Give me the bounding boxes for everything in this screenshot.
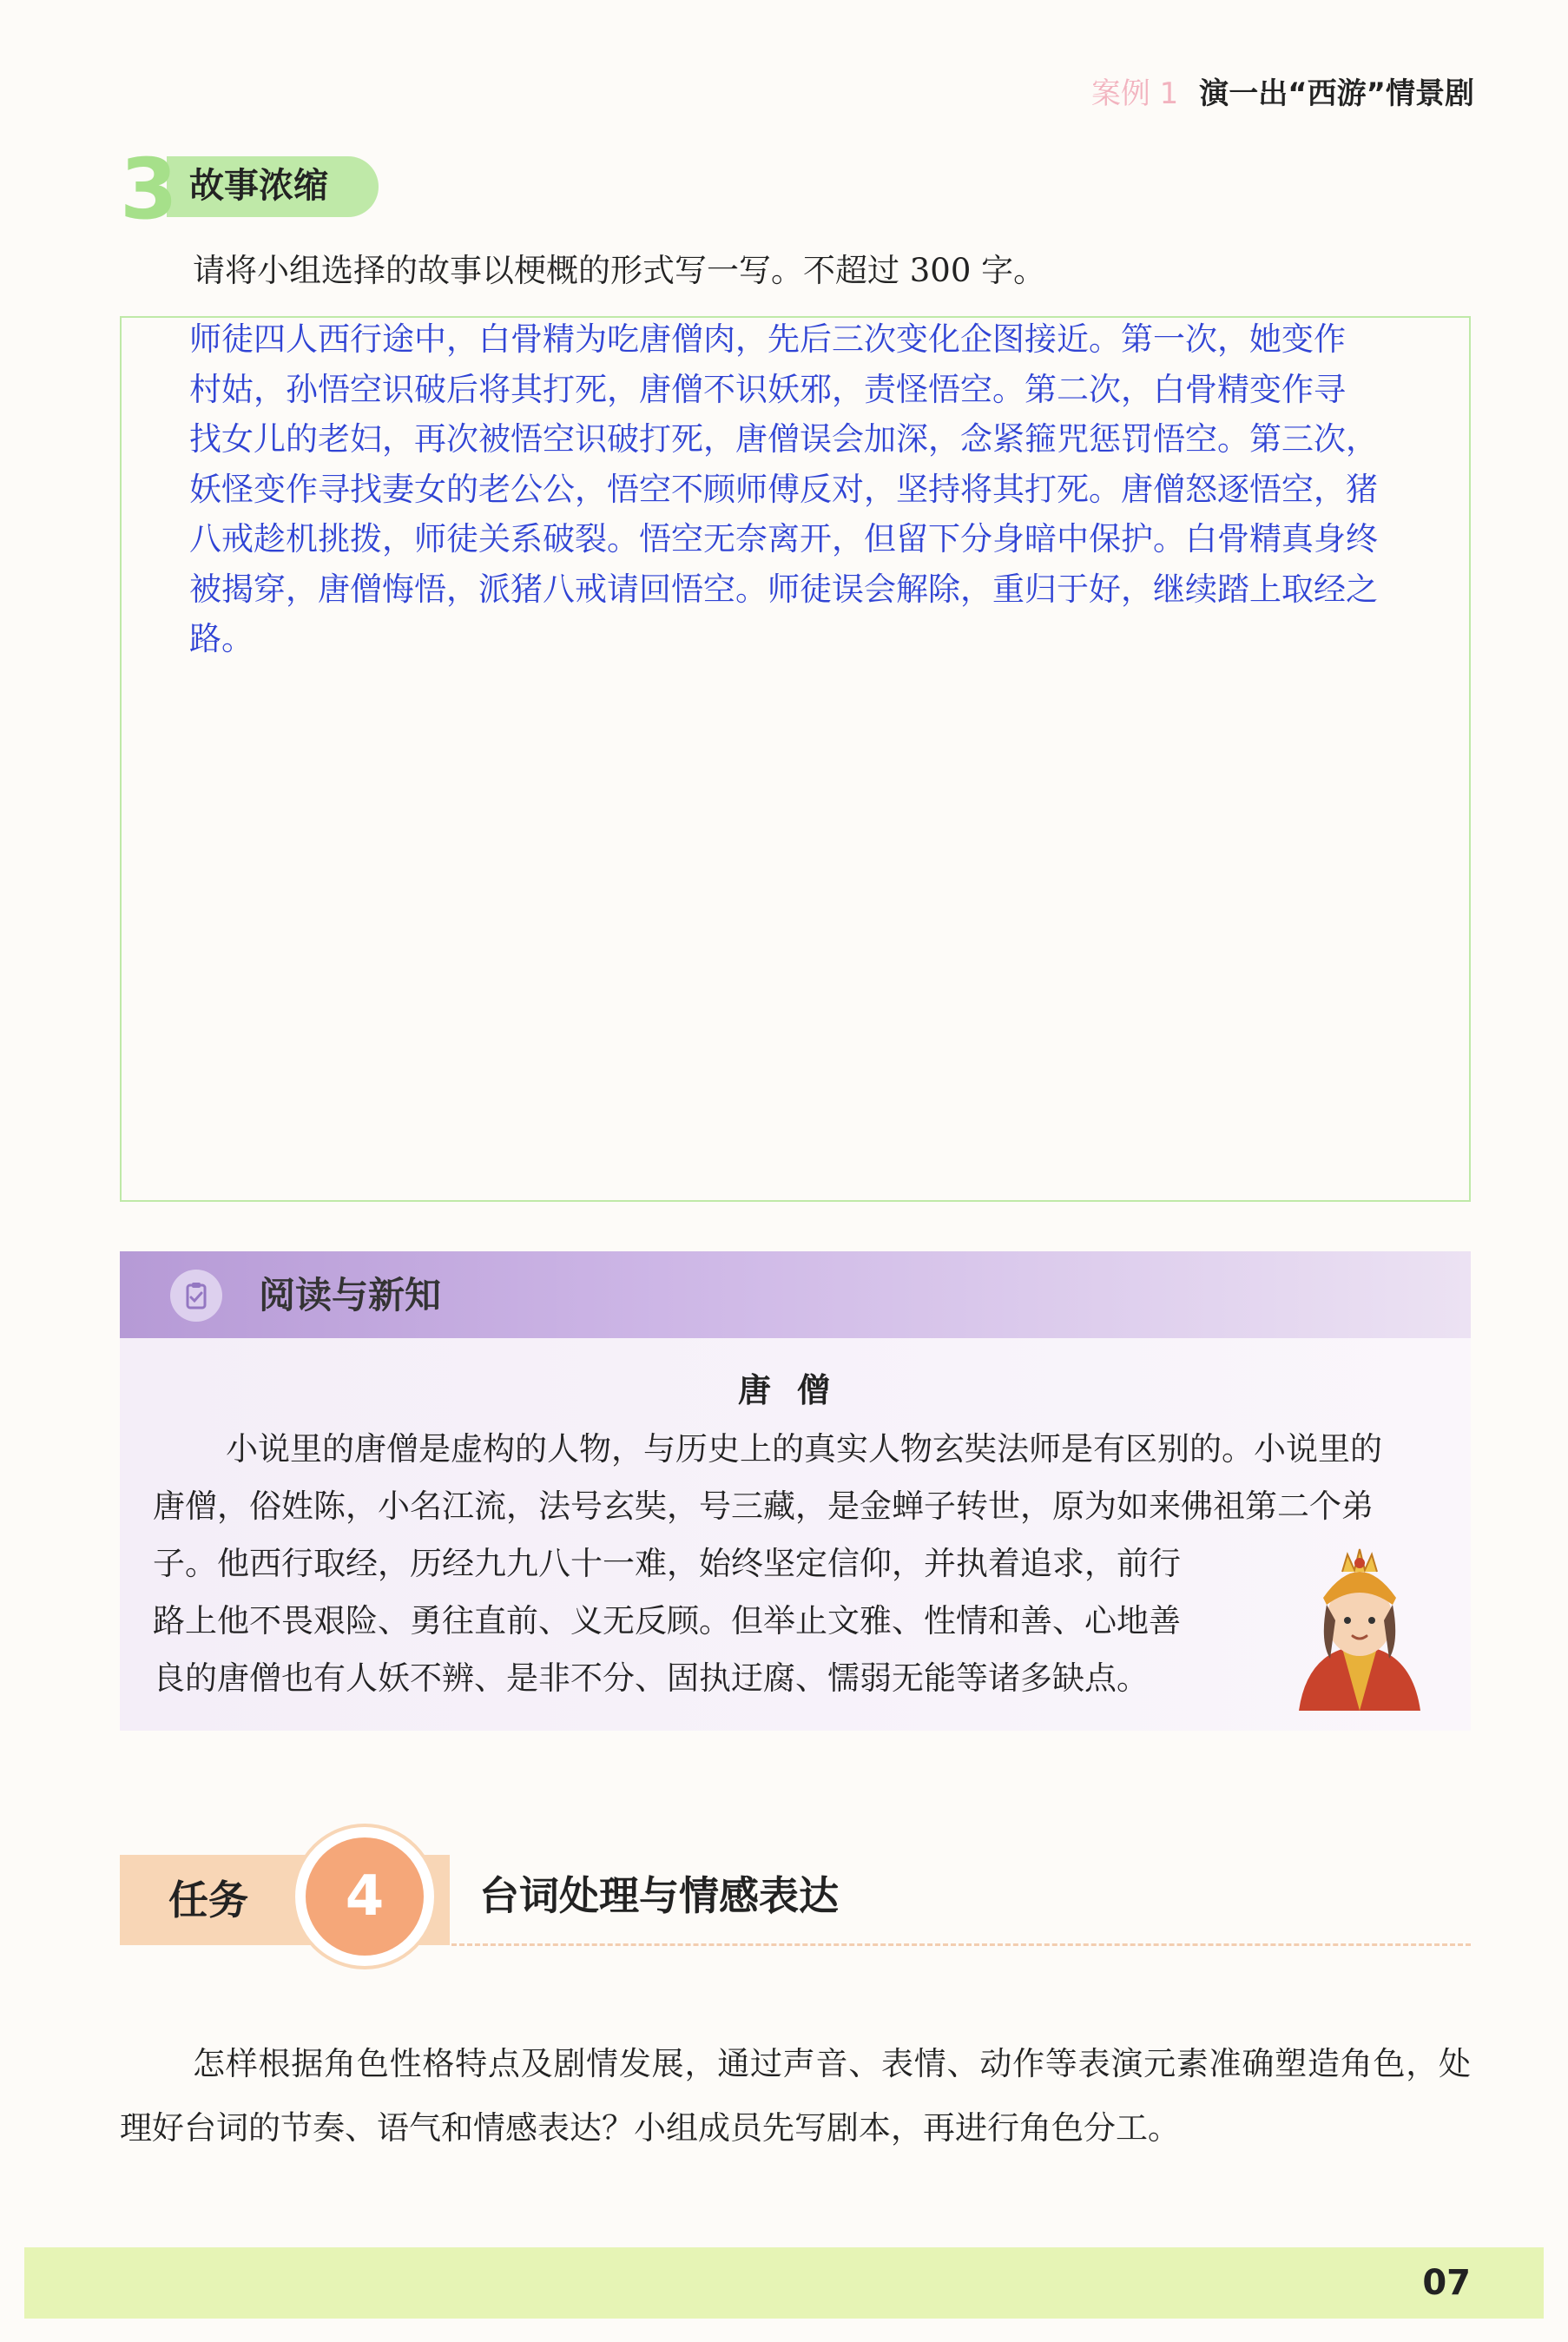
task-paragraph (120, 2032, 1471, 2161)
reading-paragraph (153, 1421, 1438, 1707)
answer-line: 八戒趁机挑拨，师徒关系破裂。悟空无奈离开，但留下分身暗中保护。白骨精真身终 (189, 520, 1378, 557)
answer-line: 师徒四人西行途中，白骨精为吃唐僧肉，先后三次变化企图接近。第一次，她变作 (189, 320, 1346, 358)
section-instruction: 请将小组选择的故事以梗概的形式写一写。不超过 300 字。 (193, 252, 1046, 289)
task-number: 4 (306, 1837, 424, 1956)
answer-text (189, 314, 1476, 664)
footer-band (24, 2247, 1544, 2319)
section-number: 3 (120, 141, 178, 238)
reading-character-name: 唐僧 (737, 1371, 856, 1409)
answer-line: 妖怪变作寻找妻女的老公公，悟空不顾师傅反对，坚持将其打死。唐僧怒逐悟空，猪 (189, 470, 1378, 508)
answer-line: 被揭穿，唐僧悔悟，派猪八戒请回悟空。师徒误会解除，重归于好，继续踏上取经之 (189, 570, 1378, 608)
reading-line: 路上他不畏艰险、勇往直前、义无反顾。但举止文雅、性情和善、心地善 (153, 1602, 1181, 1639)
reading-heading: 阅读与新知 (259, 1274, 442, 1316)
case-label: 案例 1 (1090, 76, 1179, 111)
answer-line: 路。 (189, 620, 254, 657)
answer-line: 找女儿的老妇，再次被悟空识破打死，唐僧误会加深，念紧箍咒惩罚悟空。第三次， (189, 420, 1378, 458)
tang-monk-illustration (1290, 1537, 1429, 1711)
clipboard-check-icon (170, 1270, 222, 1322)
task-divider (451, 1943, 1471, 1946)
reading-line: 良的唐僧也有人妖不辨、是非不分、固执迂腐、懦弱无能等诸多缺点。 (153, 1659, 1149, 1697)
task-title: 台词处理与情感表达 (479, 1872, 839, 1919)
reading-line: 子。他西行取经，历经九九八十一难，始终坚定信仰，并执着追求，前行 (153, 1545, 1181, 1582)
page-number: 07 (1422, 2263, 1471, 2303)
answer-line: 村姑，孙悟空识破后将其打死，唐僧不识妖邪，责怪悟空。第二次，白骨精变作寻 (189, 370, 1346, 408)
header-title: 演一出“西游”情景剧 (1199, 76, 1474, 111)
task-paragraph-text: 怎样根据角色性格特点及剧情发展，通过声音、表情、动作等表演元素准确塑造角色，处理好台词的节奏、语气和情感表达？小组成员先写剧本，再进行角色分工。 (120, 2045, 1471, 2147)
task-label: 任务 (168, 1877, 248, 1923)
reading-line: 唐僧，俗姓陈，小名江流，法号玄奘，号三藏，是金蝉子转世，原为如来佛祖第二个弟 (153, 1488, 1374, 1525)
page-header (1091, 69, 1474, 112)
reading-line: 小说里的唐僧是虚构的人物，与历史上的真实人物玄奘法师是有区别的。小说里的 (226, 1430, 1382, 1468)
section-title: 故事浓缩 (189, 166, 328, 206)
